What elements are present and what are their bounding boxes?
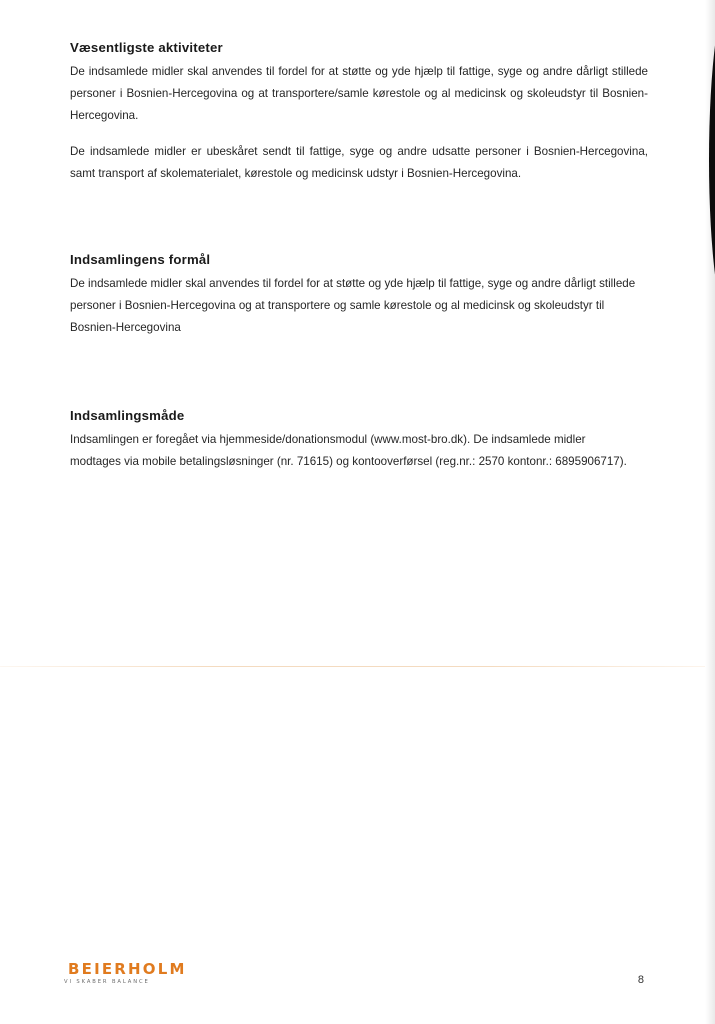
section-heading: Væsentligste aktiviteter [70,40,223,55]
section-activities [70,40,648,185]
section-heading: Indsamlingens formål [70,252,211,267]
scan-edge-curve [707,0,715,330]
section-heading: Indsamlingsmåde [70,408,185,423]
section-collection-method [70,408,648,473]
logo-wordmark: BEIERHOLM [68,960,187,978]
fold-divider [0,666,705,667]
company-logo [64,960,204,985]
page-number: 8 [637,974,644,986]
section-purpose [70,252,648,339]
section-paragraph: Indsamlingen er foregået via hjemmeside/donationsmodul (www.most-bro.dk). De indsamlede midler modtages via mobile betalingsløsninger (nr. 71615) og kontooverførsel (reg.nr.: 2570 kontonr.: 6895906717). [70,433,627,468]
section-paragraph: De indsamlede midler skal anvendes til fordel for at støtte og yde hjælp til fattige, syge og andre dårligt stillede personer i Bosnien-Hercegovina og at transportere og samle kørestole og al medicinsk og skoleudstyr til Bosnien-Hercegovina [70,277,636,334]
section-paragraph: De indsamlede midler er ubeskåret sendt til fattige, syge og andre udsatte personer i Bosnien-Hercegovina, samt transport af skolematerialet, kørestole og medicinsk udstyr i Bosnien-Hercegovina. [70,145,648,180]
logo-tagline: VI SKABER BALANCE [64,979,150,985]
section-paragraph: De indsamlede midler skal anvendes til fordel for at støtte og yde hjælp til fattige, syge og andre dårligt stillede personer i Bosnien-Hercegovina og at transportere/samle kørestole og al medicinsk og skoleudstyr til Bosnien-Hercegovina. [70,65,648,122]
